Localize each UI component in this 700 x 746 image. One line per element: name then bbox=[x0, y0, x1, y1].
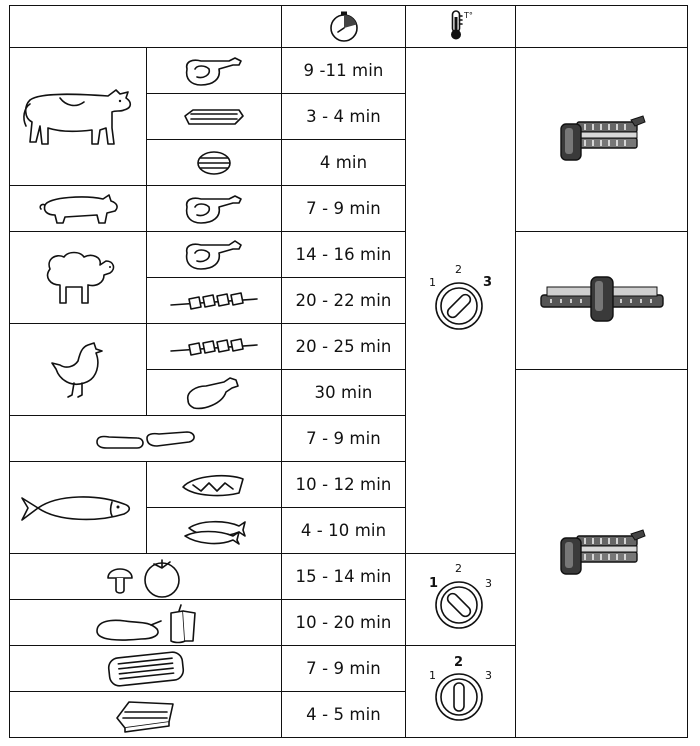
header-temperature-cell bbox=[406, 6, 516, 48]
panini-icon bbox=[103, 649, 189, 689]
svg-text:1: 1 bbox=[428, 575, 438, 591]
sheep-icon bbox=[38, 247, 118, 309]
chicken-cell bbox=[10, 324, 147, 416]
svg-text:2: 2 bbox=[454, 263, 462, 276]
cooking-time: 10 - 12 min bbox=[282, 462, 406, 508]
cooking-time: 4 - 5 min bbox=[282, 692, 406, 738]
fish-fillet-cut-cell bbox=[147, 462, 282, 508]
svg-text:2: 2 bbox=[454, 562, 462, 575]
grill-position-cell-closed bbox=[516, 48, 688, 232]
dial-setting-2-icon bbox=[423, 655, 499, 729]
beef-cell bbox=[10, 48, 147, 186]
svg-text:3: 3 bbox=[484, 576, 492, 590]
cooking-time: 7 - 9 min bbox=[282, 416, 406, 462]
sandwich-cell bbox=[10, 692, 282, 738]
svg-text:2: 2 bbox=[453, 654, 463, 670]
sausages-cell bbox=[10, 416, 282, 462]
svg-text:3: 3 bbox=[482, 274, 492, 290]
chicken-icon bbox=[48, 339, 108, 401]
pork-chop-cut-cell bbox=[147, 186, 282, 232]
header-time-cell bbox=[282, 6, 406, 48]
pig-icon bbox=[35, 189, 121, 229]
cooking-time: 9 -11 min bbox=[282, 48, 406, 94]
cooking-time: 20 - 25 min bbox=[282, 324, 406, 370]
cooking-time: 7 - 9 min bbox=[282, 186, 406, 232]
lamb-chop-icon bbox=[179, 237, 249, 273]
cooking-time-table bbox=[9, 5, 688, 738]
t-bone-steak-icon bbox=[179, 55, 249, 87]
grill-position-cell-closed-lower bbox=[516, 370, 688, 738]
cooking-time: 15 - 14 min bbox=[282, 554, 406, 600]
svg-text:1: 1 bbox=[428, 668, 436, 682]
dial-setting-1-icon bbox=[423, 563, 499, 637]
panini-cell bbox=[10, 646, 282, 692]
sausages-icon bbox=[91, 424, 201, 454]
chicken-skewer-cut-cell bbox=[147, 324, 282, 370]
mushroom-tomato-icon bbox=[98, 556, 194, 598]
cooking-time: 4 - 10 min bbox=[282, 508, 406, 554]
cooking-time: 20 - 22 min bbox=[282, 278, 406, 324]
temperature-dial-cell-medium bbox=[406, 646, 516, 738]
open-flat-grill-icon bbox=[537, 271, 667, 331]
cooking-time: 7 - 9 min bbox=[282, 646, 406, 692]
mushroom-tomato-cell bbox=[10, 554, 282, 600]
skewer-icon bbox=[169, 333, 259, 361]
thin-slice-icon bbox=[181, 106, 247, 128]
cooking-time: 3 - 4 min bbox=[282, 94, 406, 140]
drumstick-cut-cell bbox=[147, 370, 282, 416]
svg-text:1: 1 bbox=[428, 275, 436, 289]
drumstick-icon bbox=[182, 374, 246, 412]
cooking-time: 10 - 20 min bbox=[282, 600, 406, 646]
sandwich-icon bbox=[111, 694, 181, 736]
table-row bbox=[10, 232, 688, 278]
skewer-icon bbox=[169, 287, 259, 315]
header-food-cell bbox=[10, 6, 282, 48]
svg-text:3: 3 bbox=[484, 668, 492, 682]
pork-cell bbox=[10, 186, 147, 232]
steak-cut-cell bbox=[147, 48, 282, 94]
dial-setting-3-icon bbox=[423, 264, 499, 338]
eggplant-pepper-icon bbox=[91, 601, 201, 645]
cooking-time: 4 min bbox=[282, 140, 406, 186]
grill-position-cell-open bbox=[516, 232, 688, 370]
lamb-cell bbox=[10, 232, 147, 324]
thin-slice-cut-cell bbox=[147, 94, 282, 140]
burger-patty-icon bbox=[194, 149, 234, 177]
pork-chop-icon bbox=[179, 193, 249, 225]
header-position-cell bbox=[516, 6, 688, 48]
thermometer-icon bbox=[448, 9, 464, 41]
lamb-skewer-cut-cell bbox=[147, 278, 282, 324]
cow-icon bbox=[20, 82, 136, 152]
fish-icon bbox=[18, 486, 138, 530]
timer-clock-icon bbox=[327, 10, 361, 44]
eggplant-pepper-cell bbox=[10, 600, 282, 646]
small-fish-cut-cell bbox=[147, 508, 282, 554]
fish-fillet-icon bbox=[179, 471, 249, 499]
temperature-dial-cell-high bbox=[406, 48, 516, 554]
small-fish-icon bbox=[179, 516, 249, 546]
burger-cut-cell bbox=[147, 140, 282, 186]
closed-grill-icon bbox=[557, 526, 647, 582]
fish-cell bbox=[10, 462, 147, 554]
cooking-time: 30 min bbox=[282, 370, 406, 416]
table-row bbox=[10, 48, 688, 94]
temperature-dial-cell-low bbox=[406, 554, 516, 646]
lamb-chop-cut-cell bbox=[147, 232, 282, 278]
header-row bbox=[10, 6, 688, 48]
cooking-time: 14 - 16 min bbox=[282, 232, 406, 278]
closed-grill-icon bbox=[557, 112, 647, 168]
temperature-superscript: T° bbox=[464, 10, 473, 20]
